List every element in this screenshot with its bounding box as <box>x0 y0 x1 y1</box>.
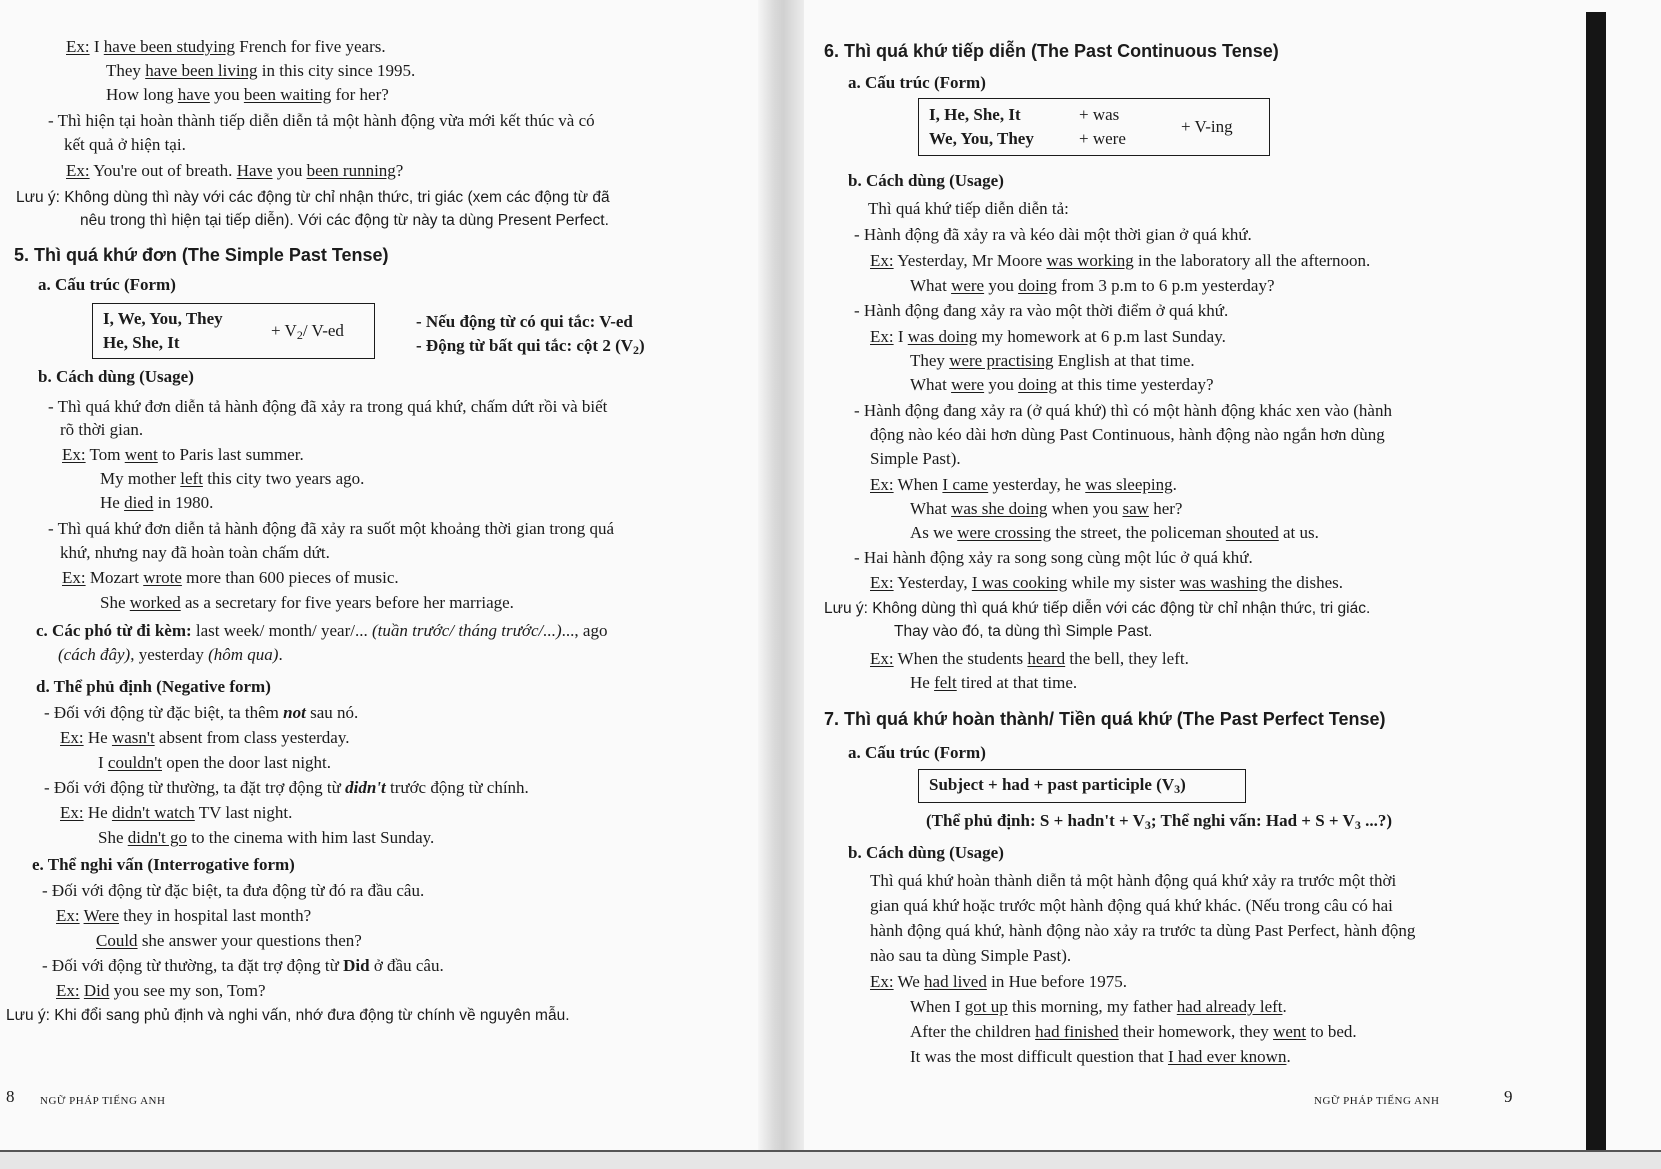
example-line: Ex: We had lived in Hue before 1975. <box>870 972 1128 991</box>
subheading-usage: b. Cách dùng (Usage) <box>848 843 1004 862</box>
adverbs-line: c. Các phó từ đi kèm: last week/ month/ year/... (tuần trước/ tháng trước/...)..., ago <box>36 621 608 640</box>
example-line: Ex: Were they in hospital last month? <box>56 906 312 925</box>
example-line: She didn't go to the cinema with him last Sunday. <box>98 828 435 847</box>
usage-bullet: - Hành động đang xảy ra vào một thời điểm ở quá khứ. <box>854 301 1229 320</box>
example-line: Ex: Did you see my son, Tom? <box>56 981 266 1000</box>
usage-bullet-cont: động nào kéo dài hơn dùng Past Continuous, hành động nào ngắn hơn dùng <box>870 425 1385 444</box>
subheading-form: a. Cấu trúc (Form) <box>38 275 176 294</box>
section-heading-7: 7. Thì quá khứ hoàn thành/ Tiền quá khứ (The Past Perfect Tense) <box>824 709 1386 729</box>
usage-paragraph: hành động quá khứ, hành động nào xảy ra trước ta dùng Past Perfect, hành động <box>870 921 1416 940</box>
section-heading-5: 5. Thì quá khứ đơn (The Simple Past Tense) <box>14 245 389 265</box>
example-line: It was the most difficult question that I had ever known. <box>910 1047 1291 1066</box>
usage-bullet: - Thì hiện tại hoàn thành tiếp diễn diễn tả một hành động vừa mới kết thúc và có <box>48 111 595 130</box>
usage-bullet: - Hành động đã xảy ra và kéo dài một thời gian ở quá khứ. <box>854 225 1252 244</box>
subheading-usage: b. Cách dùng (Usage) <box>848 171 1004 190</box>
right-page <box>770 0 1606 1150</box>
example-line: He died in 1980. <box>100 493 214 512</box>
subheading-form: a. Cấu trúc (Form) <box>848 73 986 92</box>
note-text: Lưu ý: Không dùng thì quá khứ tiếp diễn với các động từ chỉ nhận thức, tri giác. <box>824 600 1371 617</box>
section-heading-6: 6. Thì quá khứ tiếp diễn (The Past Continuous Tense) <box>824 41 1279 61</box>
example-line: He felt tired at that time. <box>910 673 1078 692</box>
subheading-form: a. Cấu trúc (Form) <box>848 743 986 762</box>
example-line: Ex: I was doing my homework at 6 p.m last Sunday. <box>870 327 1226 346</box>
usage-bullet: - Đối với động từ đặc biệt, ta đưa động từ đó ra đầu câu. <box>42 881 425 900</box>
formula-box: I, We, You, They He, She, It + $V_2/$ V-ed <box>92 303 375 359</box>
running-footer: NGỮ PHÁP TIẾNG ANH <box>40 1095 166 1107</box>
example-line: What were you doing from 3 p.m to 6 p.m yesterday? <box>910 276 1275 295</box>
example-line: Ex: When the students heard the bell, they left. <box>870 649 1189 668</box>
subheading-negative: d. Thể phủ định (Negative form) <box>36 677 271 696</box>
note-text: Lưu ý: Khi đổi sang phủ định và nghi vấn, nhớ đưa động từ chính về nguyên mẫu. <box>6 1007 570 1024</box>
running-footer: NGỮ PHÁP TIẾNG ANH <box>1314 1095 1440 1107</box>
formula-subject-1: I, He, She, It <box>929 105 1021 124</box>
example-line: Ex: I have been studying French for five years. <box>66 37 386 56</box>
usage-bullet: - Thì quá khứ đơn diễn tả hành động đã xảy ra trong quá khứ, chấm dứt rồi và biết <box>48 397 608 416</box>
example-line: What was she doing when you saw her? <box>910 499 1183 518</box>
example-line: How long have you been waiting for her? <box>106 85 389 104</box>
rule-irregular: - Động từ bất qui tắc: cột 2 $(V_2)$ <box>416 336 645 357</box>
formula-subject-1: I, We, You, They <box>103 309 223 328</box>
usage-paragraph: nào sau ta dùng Simple Past). <box>870 946 1072 965</box>
formula-box <box>918 98 1270 156</box>
usage-bullet: - Đối với động từ thường, ta đặt trợ động từ didn't trước động từ chính. <box>44 778 529 797</box>
usage-bullet-cont: Simple Past). <box>870 449 961 468</box>
formula-verb: + V-ing <box>1181 117 1233 136</box>
formula-subject-2: He, She, It <box>103 333 180 352</box>
usage-intro: Thì quá khứ tiếp diễn diễn tả: <box>868 199 1069 218</box>
formula-box <box>918 769 1246 803</box>
example-line: As we were crossing the street, the policeman shouted at us. <box>910 523 1319 542</box>
formula-subject-2: We, You, They <box>929 129 1034 148</box>
note-text: Lưu ý: Không dùng thì này với các động từ chỉ nhận thức, tri giác (xem các động từ đã <box>16 189 610 206</box>
left-page <box>0 0 770 1150</box>
negative-interrogative-form: (Thể phủ định: S + hadn't + $V_3$; Thể nghi vấn: Had + $S + V_3$ ...?) <box>926 811 1393 832</box>
usage-bullet: - Thì quá khứ đơn diễn tả hành động đã xảy ra suốt một khoảng thời gian trong quá <box>48 519 615 538</box>
example-line: They were practising English at that time. <box>910 351 1195 370</box>
example-line: I couldn't open the door last night. <box>98 753 332 772</box>
rule-regular: - Nếu động từ có qui tắc: V-ed <box>416 312 633 331</box>
formula-past-perfect: Subject + had + past participle $(V_3)$ <box>929 775 1186 796</box>
example-line: Ex: Yesterday, I was cooking while my sister was washing the dishes. <box>870 573 1343 592</box>
example-line: My mother left this city two years ago. <box>100 469 365 488</box>
example-line: Ex: Mozart wrote more than 600 pieces of music. <box>62 568 399 587</box>
usage-paragraph: gian quá khứ hoặc trước một hành động quá khứ khác. (Nếu trong câu có hai <box>870 896 1393 915</box>
formula-aux-1: + was <box>1079 105 1120 124</box>
adverbs-line-cont: (cách đây), yesterday (hôm qua). <box>58 645 283 664</box>
usage-bullet-cont: kết quả ở hiện tại. <box>64 135 186 154</box>
usage-bullet-cont: rõ thời gian. <box>60 420 144 439</box>
usage-bullet-cont: khứ, nhưng nay đã hoàn toàn chấm dứt. <box>60 543 330 562</box>
subheading-usage: b. Cách dùng (Usage) <box>38 367 194 386</box>
subheading-interrogative: e. Thể nghi vấn (Interrogative form) <box>32 855 295 874</box>
example-line: Ex: Tom went to Paris last summer. <box>62 445 304 464</box>
usage-bullet: - Đối với động từ đặc biệt, ta thêm not sau nó. <box>44 703 359 722</box>
example-line: What were you doing at this time yesterday? <box>910 375 1214 394</box>
example-line: She worked as a secretary for five years before her marriage. <box>100 593 514 612</box>
note-text-cont: Thay vào đó, ta dùng thì Simple Past. <box>894 623 1153 640</box>
example-line: After the children had finished their homework, they went to bed. <box>910 1022 1357 1041</box>
example-line: Ex: Yesterday, Mr Moore was working in the laboratory all the afternoon. <box>870 251 1371 270</box>
usage-bullet: - Hai hành động xảy ra song song cùng một lúc ở quá khứ. <box>854 548 1253 567</box>
example-line: Could she answer your questions then? <box>96 931 362 950</box>
usage-paragraph: Thì quá khứ hoàn thành diễn tả một hành động quá khứ xảy ra trước một thời <box>870 871 1397 890</box>
example-line: Ex: He didn't watch TV last night. <box>60 803 293 822</box>
formula-aux-2: + were <box>1079 129 1126 148</box>
example-line: They have been living in this city since 1995. <box>106 61 416 80</box>
page-number: 9 <box>1504 1087 1513 1106</box>
usage-bullet: - Đối với động từ thường, ta đặt trợ động từ Did ở đầu câu. <box>42 956 444 975</box>
example-line: Ex: He wasn't absent from class yesterday. <box>60 728 350 747</box>
example-line: Ex: When I came yesterday, he was sleeping. <box>870 475 1177 494</box>
example-line: When I got up this morning, my father had already left. <box>910 997 1287 1016</box>
usage-bullet: - Hành động đang xảy ra (ở quá khứ) thì có một hành động khác xen vào (hành <box>854 401 1392 420</box>
bottom-strip <box>0 1152 1661 1169</box>
example-line: Ex: You're out of breath. Have you been running? <box>66 161 404 180</box>
page-number: 8 <box>6 1087 15 1106</box>
note-text-cont: nêu trong thì hiện tại tiếp diễn). Với các động từ này ta dùng Present Perfect. <box>80 212 609 229</box>
